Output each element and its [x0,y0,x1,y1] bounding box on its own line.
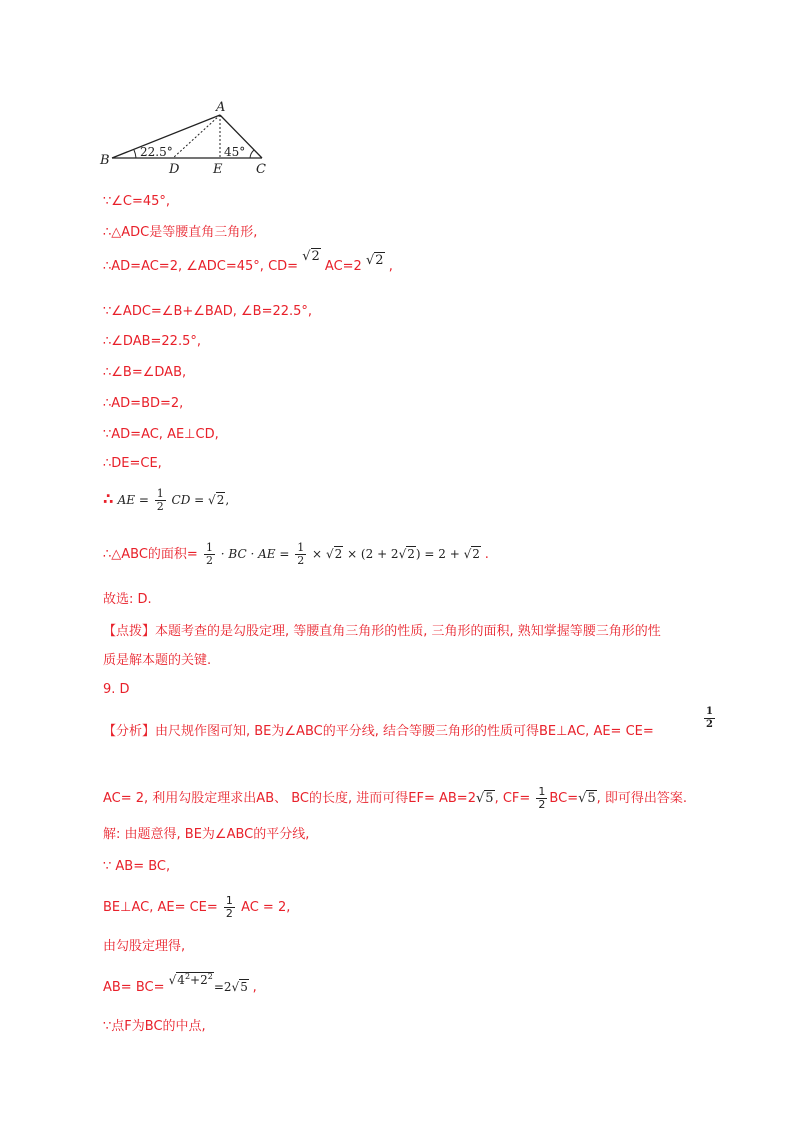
label-c: C [256,162,266,177]
sqrt-2-a: √2 [302,249,320,264]
segment-ad [173,115,220,158]
line-7: ∴AD=BD=2, [103,396,184,411]
angle-c-arc [250,150,254,158]
sqrt-2-d: √2 [325,547,343,561]
sqrt-2-b: √2 [365,253,384,268]
line-21: 由勾股定理得, [103,939,186,954]
line-3-text: ∴AD=AC=2, ∠ADC=45°, CD= [103,259,299,274]
line-10 [103,488,229,513]
fraction-half-b: $\frac{1}{2}$ [205,541,213,567]
line-6: ∴∠B=∠DAB, [103,365,187,380]
line-12: 故选: D. [103,592,152,607]
line-19: ∵ AB= BC, [103,859,171,874]
area-label: ∴△ABC的面积= [103,547,198,562]
fraction-half-a: $\frac{1}{2}$ [156,487,164,513]
line-3-ac: AC=2 [324,259,362,274]
ae-text: AE = [117,493,149,507]
line-8: ∵AD=AC, AE⊥CD, [103,427,219,442]
line-14: 质是解本题的关键. [103,653,212,668]
fraction-half-e: $\frac{1}{2}$ [538,785,546,811]
angle-b-arc [134,150,136,158]
angle-b-label: 22.5° [140,145,173,159]
line-4: ∵∠ADC=∠B+∠BAD, ∠B=22.5°, [103,304,313,319]
fraction-half-f: $\frac{1}{2}$ [225,894,233,920]
line-13: 【点拨】本题考查的是勾股定理, 等腰直角三角形的性质, 三角形的面积, 熟知掌握等腰三角形的性 [103,624,661,639]
sqrt-5-b: √5 [578,791,596,806]
label-a: A [216,100,226,115]
line-11: ∴△ABC的面积= $\frac{1}{2}$ · BC · AE = $\frac{1}{2}$ × √2 × (2 + 2√2) = 2 + √2 . [103,541,489,567]
angle-c-label: 45° [224,145,246,159]
sqrt-2-e: √2 [398,547,415,561]
label-e: E [213,162,223,177]
line-2: ∴△ADC是等腰直角三角形, [103,225,258,240]
ae-equation: AE = $\frac{1}{2}$ CD = √2, [117,487,230,513]
line-1: ∵∠C=45°, [103,194,171,209]
sqrt-2-f: √2 [463,547,480,561]
line-3-comma: , [388,259,393,274]
line-9: ∴DE=CE, [103,456,162,471]
label-d: D [169,162,180,177]
therefore-symbol: ∴ [103,490,114,508]
cd-text: CD = [171,493,209,507]
line-15: 9. D [103,682,130,697]
line-23: ∵点F为BC的中点, [103,1019,206,1034]
sqrt-2-c: √2 [208,493,225,507]
fraction-half-d: $\frac{1}{2}$ [706,706,713,730]
line-17: AC= 2, 利用勾股定理求出AB、 BC的长度, 进而可得EF= AB=2√5, CF= $\frac{1}{2}$ BC=√5, 即可得出答案. [103,785,688,811]
line-5: ∴∠DAB=22.5°, [103,334,201,349]
line-18: 解: 由题意得, BE为∠ABC的平分线, [103,827,310,842]
triangle-figure [96,100,276,180]
line-16: 【分析】由尺规作图可知, BE为∠ABC的平分线, 结合等腰三角形的性质可得BE⊥AC, AE= CE= [103,724,654,739]
line-20: BE⊥AC, AE= CE= $\frac{1}{2}$ AC = 2, [103,894,291,920]
line-22: $AB= BC= √4^2+2^2=2√5$ , [103,972,257,995]
label-b: B [100,153,110,168]
fraction-half-c: $\frac{1}{2}$ [297,541,305,567]
sqrt-sum-expression: $√4^2+2^2=2√5$ [168,972,248,994]
line-3 [103,249,393,276]
triangle-diagram [96,100,276,180]
sqrt-5-a: √5 [475,791,494,806]
area-equation: $\frac{1}{2}$ · BC · AE = $\frac{1}{2}$ × √2 × (2 + 2√2) = 2 + √2 [205,541,480,567]
